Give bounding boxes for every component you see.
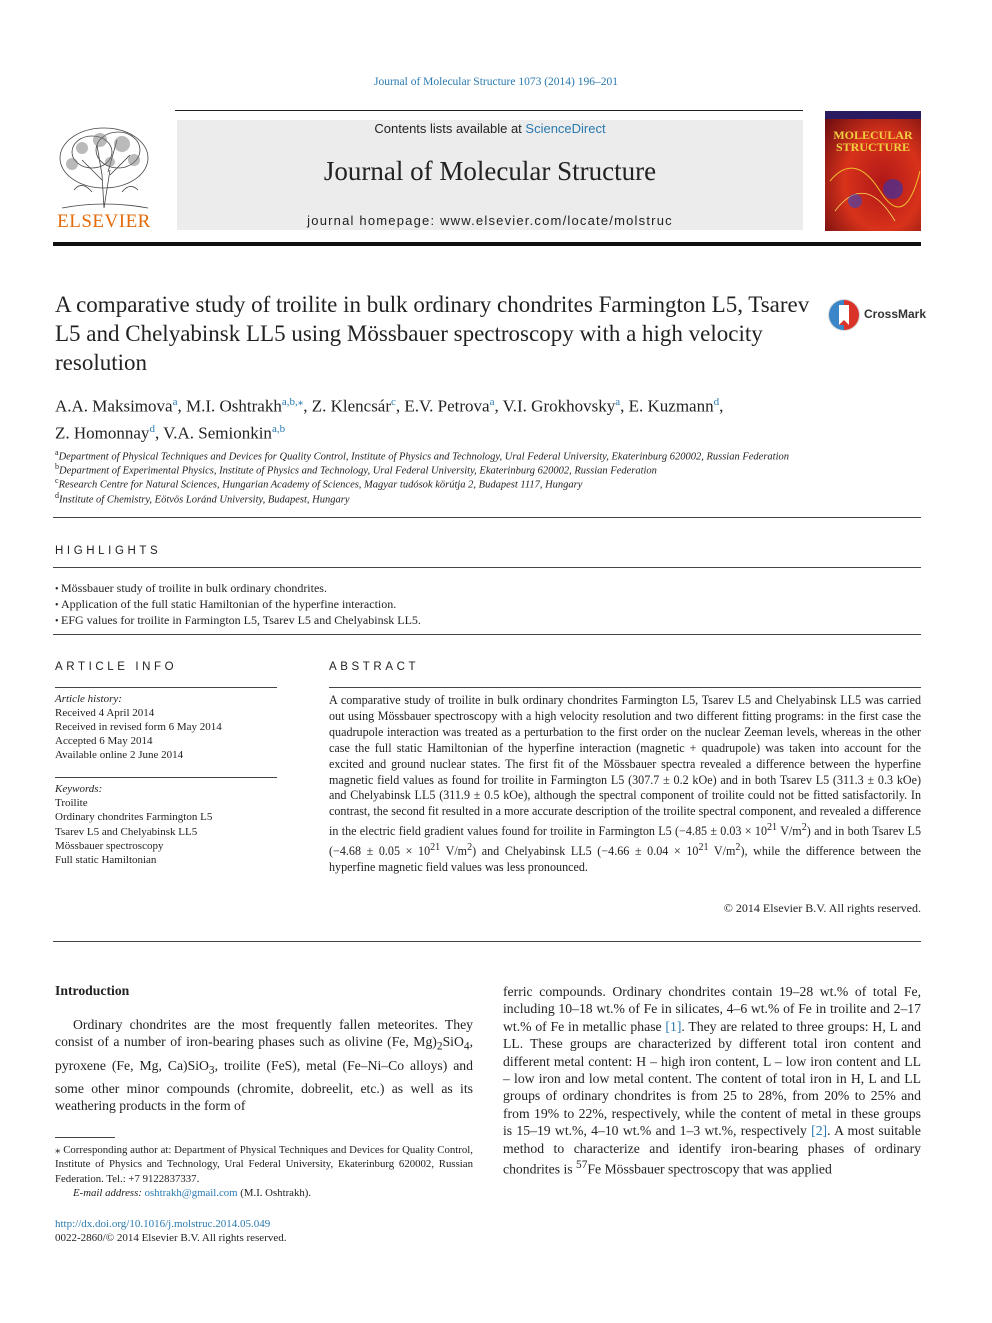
- keyword: Full static Hamiltonian: [55, 854, 157, 866]
- author-name[interactable]: E. Kuzmann: [628, 396, 714, 416]
- author-name[interactable]: Z. Homonnay: [55, 423, 150, 443]
- keyword: Ordinary chondrites Farmington L5: [55, 811, 213, 823]
- author-name[interactable]: Z. Klencsár: [311, 396, 392, 416]
- article-title: A comparative study of troilite in bulk ordinary chondrites Farmington L5, Tsarev L5 and Chelyabinsk LL5 using Mössbauer spectroscopy with a high velocity resolution: [55, 292, 810, 375]
- highlight-item: • Mössbauer study of troilite in bulk ordinary chondrites.: [55, 580, 327, 598]
- affiliation-marker: a: [55, 448, 59, 457]
- keyword: Mössbauer spectroscopy: [55, 840, 164, 852]
- journal-title: Journal of Molecular Structure: [323, 156, 657, 186]
- author-name[interactable]: E.V. Petrova: [404, 396, 490, 416]
- introduction-left-column: Ordinary chondrites are the most frequently fallen meteorites. They consist of a number of iron-bearing phases such as olivine (Fe, $Mg)_2SiO_4$, pyroxene (Fe, Mg, Ca)SiO$_3$, troilite (FeS), metal (Fe–Ni–Co alloys) and some other minor compounds (chromite, dobreelit, etc.) as well as its weathering products in the form of: [55, 1017, 473, 1114]
- email-link[interactable]: oshtrakh@gmail.com: [144, 1186, 238, 1199]
- author-name[interactable]: A.A. Maksimova: [55, 396, 173, 416]
- contents-line: Contents lists available at ScienceDirect: [374, 121, 606, 136]
- author-affiliation-marker[interactable]: a: [489, 396, 495, 408]
- highlights-heading: HIGHLIGHTS: [55, 545, 162, 557]
- author-affiliation-marker[interactable]: c: [391, 396, 396, 408]
- history-revised: Received in revised form 6 May 2014: [55, 721, 222, 733]
- article-info-rule: [55, 687, 277, 688]
- corresponding-author-footnote: ⁎ Corresponding author at: Department of Physical Techniques and Devices for Quality Control, Institute of Physics and Technology, Ural Federal University, Ekaterinburg 620002, Russian Federation. Tel.: +7 9122837337. E-mail address: oshtrakh@gmail.com (M.I. Oshtrakh).: [55, 1144, 473, 1199]
- abstract-bottom-rule: [53, 941, 921, 942]
- keywords-rule: [55, 777, 277, 778]
- affiliation-rule: [53, 517, 921, 518]
- affiliation-text: Institute of Chemistry, Eötvös Loránd University, Budapest, Hungary: [59, 494, 350, 506]
- affiliation-marker: d: [55, 491, 59, 500]
- author-affiliation-marker[interactable]: d: [149, 422, 155, 435]
- author-affiliation-marker[interactable]: d: [713, 396, 720, 408]
- cover-title-line2: STRUCTURE: [835, 140, 911, 154]
- highlights-rule-bottom: [53, 634, 921, 635]
- history-received: Received 4 April 2014: [55, 707, 155, 719]
- keyword: Tsarev L5 and Chelyabinsk LL5: [55, 826, 198, 838]
- crossmark-icon[interactable]: [826, 297, 862, 333]
- author-separator: ,: [177, 396, 186, 416]
- elsevier-wordmark: ELSEVIER: [57, 211, 151, 232]
- header-divider: [175, 110, 803, 111]
- abstract-copyright: © 2014 Elsevier B.V. All rights reserved.: [723, 901, 921, 915]
- header-thick-rule: [53, 242, 921, 246]
- journal-cover-image: [825, 111, 921, 231]
- keyword: Troilite: [55, 797, 88, 809]
- history-accepted: Accepted 6 May 2014: [55, 735, 153, 747]
- author-affiliation-marker[interactable]: a: [172, 396, 178, 408]
- affiliation: [55, 489, 935, 508]
- abstract-text: A comparative study of troilite in bulk ordinary chondrites Farmington L5, Tsarev L5 and Chelyabinsk LL5 was carried out using Mössbauer spectroscopy with a high velocity resolution and two different fitting programs: in the first case the quadrupole interaction was treated as a perturbation to the first order on the nuclear Zeeman levels, whereas in the other case the full static Hamiltonian of the hyperfine interaction (magnetic + quadrupole) was taken into account for the excited and ground nuclear states. The first fit of the Mössbauer spectra revealed a difference between the hyperfine magnetic field values as found for troilite in Farmington L5 (307.7 ± 0.2 kOe) and in both Tsarev L5 (311.3 ± 0.3 kOe) and Chelyabinsk LL5 (311.9 ± 0.5 kOe), although the spectral component of troilite could not be fitted satisfactorily. In contrast, the second fit resulted in a more accurate description of the troilite spectral component, and revealed a difference in the electric field gradient values found for troilite in Farmington L5 ($-4.85 \pm 0.03 \times 10^{21}$ $V/m^2$) and in both Tsarev L5 ($-4.68 \pm 0.05 \times 10^{21}$ $V/m^2$) and Chelyabinsk LL5 ($-4.66 \pm 0.04 \times 10^{21}$ $V/m^2$), while the difference between the hyperfine magnetic field values was less pronounced.: [329, 693, 921, 875]
- author-affiliation-marker[interactable]: a,b,⁎: [281, 396, 304, 408]
- affiliation-text: Department of Experimental Physics, Institute of Physics and Technology, Ural Federal University, Ekaterinburg 620002, Russian Federation: [59, 465, 657, 477]
- author-separator: ,: [620, 396, 629, 416]
- affiliation-marker: c: [55, 476, 59, 485]
- footnote-rule: [55, 1137, 115, 1138]
- doi-link[interactable]: http://dx.doi.org/10.1016/j.molstruc.2014.05.049: [55, 1218, 271, 1230]
- author-name[interactable]: V.I. Grokhovsky: [502, 396, 616, 416]
- cover-title-line1: MOLECULAR: [833, 128, 913, 142]
- homepage-link[interactable]: www.elsevier.com/locate/molstruc: [440, 213, 673, 228]
- author-separator: ,: [719, 396, 724, 416]
- author-affiliation-marker[interactable]: a: [615, 396, 621, 408]
- author-separator: ,: [303, 396, 312, 416]
- author-affiliation-marker[interactable]: a,b: [271, 422, 286, 435]
- article-history-label: Article history:: [55, 693, 122, 705]
- citation-link[interactable]: [1]: [665, 1018, 682, 1034]
- affiliation-text: Research Centre for Natural Sciences, Hungarian Academy of Sciences, Magyar tudósok körútja 2, Budapest 1117, Hungary: [58, 479, 583, 491]
- citation-link[interactable]: [2]: [811, 1123, 828, 1139]
- journal-reference-link[interactable]: Journal of Molecular Structure 1073 (2014) 196–201: [373, 76, 618, 88]
- issn-line: 0022-2860/© 2014 Elsevier B.V. All rights reserved.: [55, 1232, 287, 1244]
- history-online: Available online 2 June 2014: [55, 749, 184, 761]
- author-separator: ,: [154, 423, 164, 443]
- introduction-heading: Introduction: [55, 983, 130, 998]
- author-name[interactable]: V.A. Semionkin: [163, 423, 272, 443]
- keywords-label: Keywords:: [55, 783, 103, 795]
- author-name[interactable]: M.I. Oshtrakh: [185, 396, 282, 416]
- author-separator: ,: [494, 396, 503, 416]
- journal-homepage: journal homepage: www.elsevier.com/locate/molstruc: [307, 213, 673, 228]
- article-info-heading: ARTICLE INFO: [55, 661, 178, 673]
- affiliation-text: Department of Physical Techniques and Devices for Quality Control, Institute of Physics and Technology, Ural Federal University, Ekaterinburg 620002, Russian Federation: [58, 451, 790, 463]
- doi-block: [55, 1217, 287, 1245]
- author-list: [55, 391, 925, 444]
- author-separator: ,: [395, 396, 405, 416]
- highlight-item: • Application of the full static Hamiltonian of the hyperfine interaction.: [55, 596, 396, 614]
- highlight-item: • EFG values for troilite in Farmington L5, Tsarev L5 and Chelyabinsk LL5.: [55, 612, 421, 630]
- crossmark-label[interactable]: CrossMark: [864, 307, 927, 321]
- sciencedirect-link[interactable]: ScienceDirect: [525, 121, 606, 136]
- abstract-heading: ABSTRACT: [329, 661, 420, 673]
- abstract-rule: [329, 687, 921, 688]
- highlights-rule-top: [53, 567, 921, 568]
- introduction-right-column: ferric compounds. Ordinary chondrites contain 19–28 wt.% of total Fe, including 10–18 wt.% of Fe in silicates, 4–6 wt.% of Fe in troilite and 2–17 wt.% of Fe in metallic phase [1]. They are related to three groups: H, L and LL. These groups are characterized by different total iron content and different metal content: H – high iron content, L – low iron content and LL – low iron and low metal content. The content of total iron in H, L and LL groups of ordinary chondrites is from 25 to 28%, from 20% to 25% and from 19% to 22%, respectively, while the content of metal in these groups is 15–19 wt.%, 4–10 wt.% and 1–3 wt.%, respectively [2]. A most suitable method to characterize and identify iron-bearing phases of ordinary chondrites is $^{57}$Fe Mössbauer spectroscopy that was applied: [503, 984, 921, 1177]
- affiliation-marker: b: [55, 462, 59, 471]
